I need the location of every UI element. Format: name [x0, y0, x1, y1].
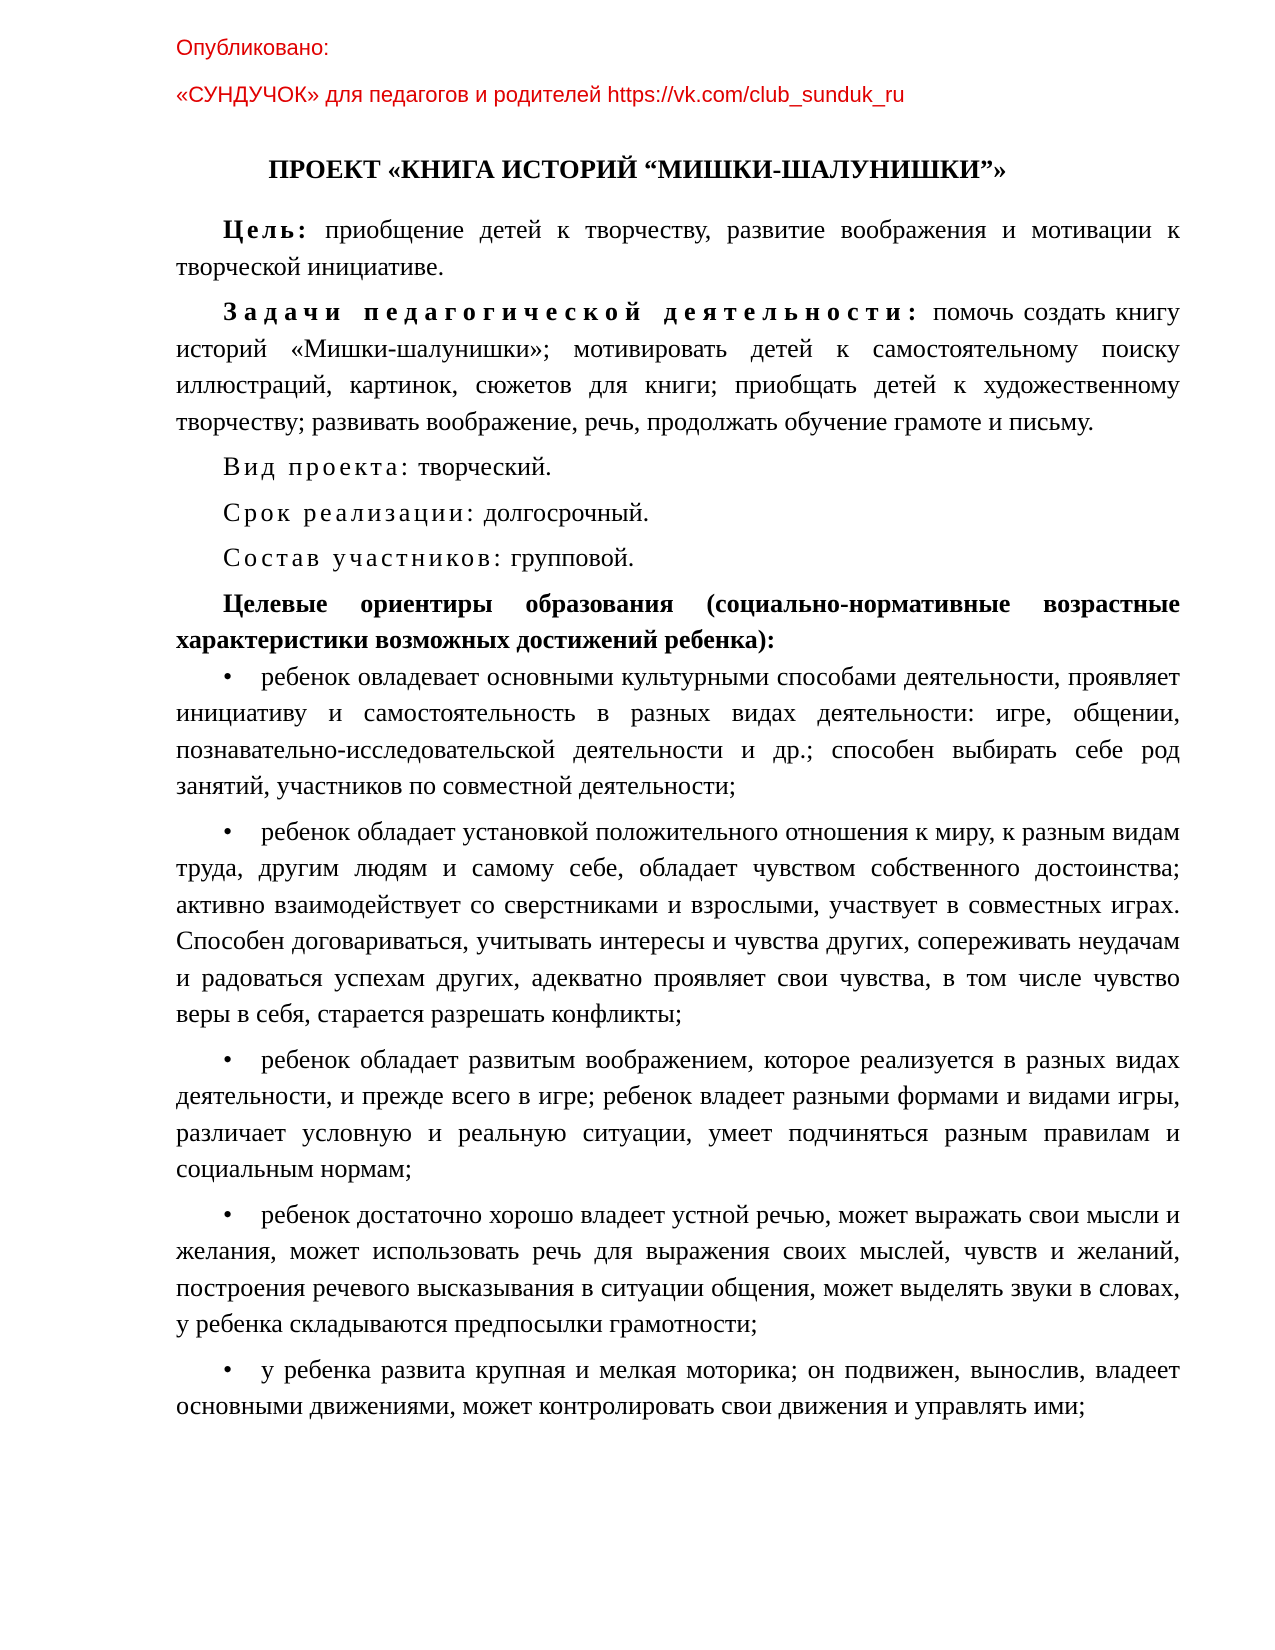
tasks-paragraph: [176, 294, 1180, 440]
tasks-text: помочь создать книгу историй «Мишки-шалунишки»; мотивировать детей к самостоятельному поиску иллюстраций, картинок, сюжетов для книги; приобщать детей к художественному творчеству; развивать воображение, речь, продолжать обучение грамоте и письму.: [176, 297, 1181, 436]
bullet-icon: •: [223, 1354, 233, 1384]
targets-heading: Целевые ориентиры образования (социально-нормативные возрастные характеристики возможных достижений ребенка):: [176, 588, 1180, 654]
target-item: [176, 1352, 1180, 1425]
target-item-text: ребенок овладевает основными культурными способами деятельности, проявляет инициативу и самостоятельность в разных видах деятельности: игре, общении, познавательно-исследовательской деятельности и др.; способен выбирать себе род занятий, участников по совместной деятельности;: [176, 661, 1180, 800]
target-item-text: ребенок достаточно хорошо владеет устной речью, может выражать свои мысли и желания, может использовать речь для выражения своих мыслей, чувств и желаний, построения речевого высказывания в ситуации общения, может выделять звуки в словах, у ребенка складываются предпосылки грамотности;: [176, 1199, 1180, 1338]
bullet-icon: •: [223, 661, 233, 691]
goal-paragraph: [176, 212, 1180, 285]
target-item-text: ребенок обладает установкой положительного отношения к миру, к разным видам труда, другим людям и самому себе, обладает чувством собственного достоинства; активно взаимодействует со сверстниками и взрослыми, участвует в совместных играх. Способен договариваться, учитывать интересы и чувства других, сопереживать неудачам и радоваться успехам других, адекватно проявляет свои чувства, в том числе чувство веры в себя, старается разрешать конфликты;: [176, 816, 1180, 1028]
target-item: [176, 1197, 1180, 1343]
goal-text: приобщение детей к творчеству, развитие воображения и мотивации к творческой инициативе.: [176, 215, 1180, 281]
target-item: [176, 814, 1180, 1033]
target-item: [176, 659, 1180, 805]
participants-paragraph: [176, 540, 1180, 577]
project-type-value: творческий.: [411, 452, 552, 481]
target-item-text: у ребенка развита крупная и мелкая моторика; он подвижен, вынослив, владеет основными движениями, может контролировать свои движения и управлять ими;: [176, 1354, 1180, 1420]
goal-label: Цель:: [223, 215, 310, 244]
duration-label: Срок реализации:: [223, 497, 478, 527]
project-type-label: Вид проекта:: [223, 452, 412, 481]
document-body: [176, 212, 1180, 1425]
published-label: Опубликовано:: [176, 35, 330, 60]
participants-value: групповой.: [504, 543, 635, 572]
duration-paragraph: [176, 495, 1180, 532]
target-item: [176, 1042, 1180, 1188]
participants-label: Состав участников:: [223, 543, 505, 572]
document-title: ПРОЕКТ «КНИГА ИСТОРИЙ “МИШКИ-ШАЛУНИШКИ”»: [268, 154, 1007, 184]
published-source: «СУНДУЧОК» для педагогов и родителей https://vk.com/club_sunduk_ru: [176, 82, 905, 107]
duration-value: долгосрочный.: [477, 497, 650, 527]
bullet-icon: •: [223, 1044, 233, 1074]
target-item-text: ребенок обладает развитым воображением, которое реализуется в разных видах деятельности, и прежде всего в игре; ребенок владеет разными формами и видами игры, различает условную и реальную ситуации, умеет подчиняться разным правилам и социальным нормам;: [176, 1044, 1180, 1183]
project-type-paragraph: [176, 449, 1180, 486]
tasks-label: Задачи педагогической деятельности:: [223, 297, 924, 326]
bullet-icon: •: [223, 1199, 233, 1229]
bullet-icon: •: [223, 816, 233, 846]
